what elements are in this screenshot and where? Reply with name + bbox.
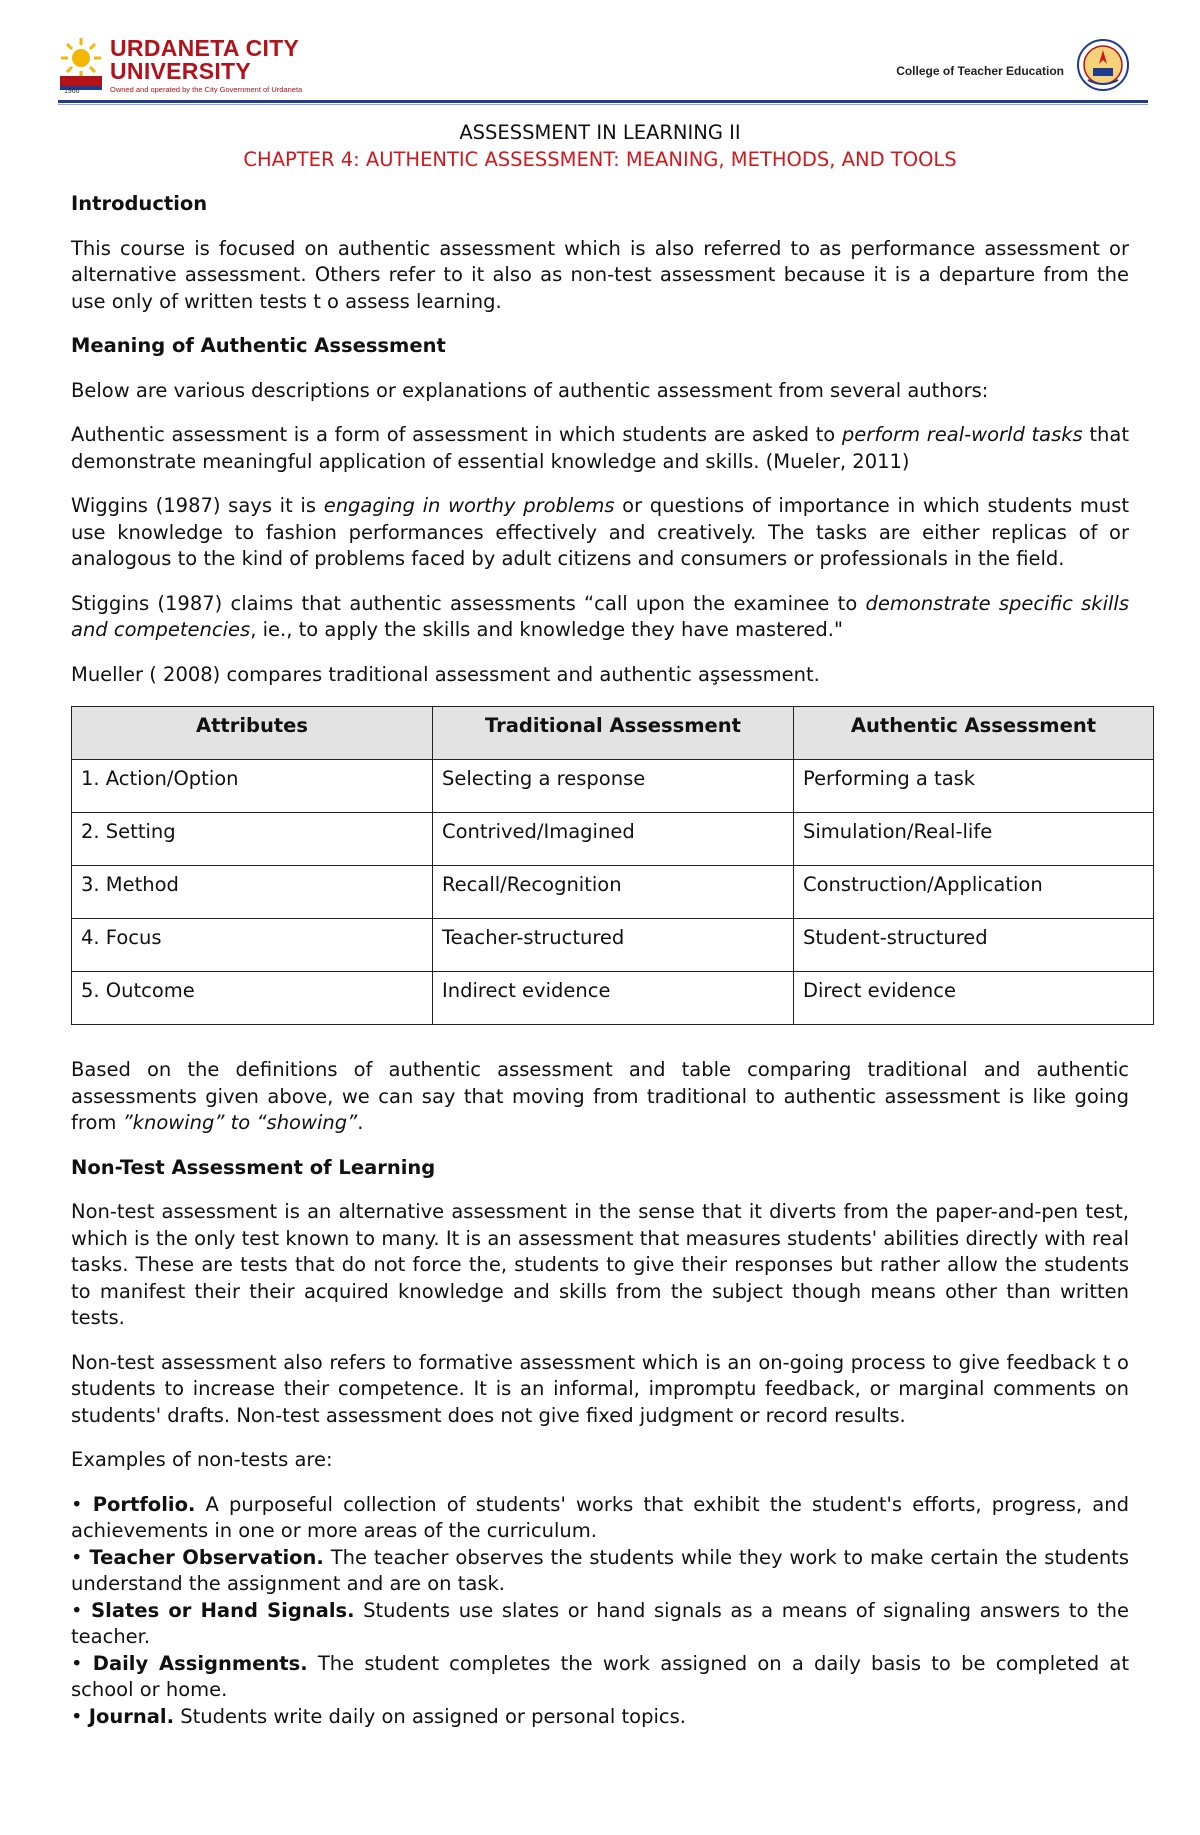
mueller-definition: Authentic assessment is a form of assessment in which students are asked to perform real-world tasks that demonstrate meaningful application of essential knowledge and skills. (Mueler, 2011) [71, 423, 1129, 473]
table-header: Attributes [72, 707, 433, 760]
list-item: • Daily Assignments. The student completes the work assigned on a daily basis to be completed at school or home. [71, 1651, 1130, 1701]
table-row [72, 972, 1154, 1025]
university-logo [52, 28, 352, 98]
table-row [72, 919, 1154, 972]
table-header: Traditional Assessment [433, 707, 794, 760]
college-seal-icon [1076, 38, 1130, 92]
list-item: • Journal. Students write daily on assigned or personal topics. [71, 1704, 686, 1728]
table-cell: Recall/Recognition [433, 866, 794, 919]
table-header-row [72, 707, 1154, 760]
header-rule [58, 100, 1148, 103]
table-cell: 5. Outcome [72, 972, 433, 1025]
table-header: Authentic Assessment [794, 707, 1154, 760]
table-row [72, 866, 1154, 919]
wiggins-definition: Wiggins (1987) says it is engaging in worthy problems or questions of importance in which students must use knowledge to fashion performances effectively and creatively. The tasks are either replicas of or analogous to the kind of problems faced by adult citizens and consumers or professionals in the field. [71, 494, 1129, 570]
chapter-title: CHAPTER 4: AUTHENTIC ASSESSMENT: MEANING, METHODS, AND TOOLS [243, 147, 957, 171]
document-title: ASSESSMENT IN LEARNING II [459, 121, 741, 144]
nontest-paragraph-2: Non-test assessment also refers to formative assessment which is an on-going process to give feedback t o students to increase their competence. It is an informal, impromptu feedback, or marginal comments on students' drafts. Non-test assessment does not give fixed judgment or record results. [71, 1350, 1129, 1427]
meaning-heading: Meaning of Authentic Assessment [71, 334, 446, 357]
table-cell: Selecting a response [433, 760, 794, 813]
list-item: • Slates or Hand Signals. Students use slates or hand signals as a means of signaling answers to the teacher. [71, 1598, 1130, 1648]
table-cell: Performing a task [794, 760, 1154, 813]
university-tagline: Owned and operated by the City Government of Urdaneta [110, 85, 303, 94]
table-cell: Contrived/Imagined [433, 813, 794, 866]
university-name-line1: URDANETA CITY [110, 35, 300, 61]
document-body [71, 120, 1129, 1730]
meaning-lead: Below are various descriptions or explanations of authentic assessment from several authors: [71, 378, 989, 402]
table-cell: Teacher-structured [433, 919, 794, 972]
table-cell: Student-structured [794, 919, 1154, 972]
table-cell: 4. Focus [72, 919, 433, 972]
stiggins-definition: Stiggins (1987) claims that authentic assessments “call upon the examinee to demonstrate specific skills and competencies, ie., to apply the skills and knowledge they have mastered." [71, 591, 1129, 641]
nontest-paragraph-1: Non-test assessment is an alternative assessment in the sense that it diverts from the paper-and-pen test, which is the only test known to many. It is an assessment that measures students' abilities directly with real tasks. These are tests that do not force the, students to give their responses but rather allow the students to manifest their their acquired knowledge and skills from the subject though means other than written tests. [71, 1200, 1129, 1329]
list-item: • Portfolio. A purposeful collection of students' works that exhibit the student's efforts, progress, and achievements in one or more areas of the curriculum. [71, 1492, 1129, 1542]
table-cell: Indirect evidence [433, 972, 794, 1025]
table-row [72, 813, 1154, 866]
table-cell: 1. Action/Option [72, 760, 433, 813]
table-row [72, 760, 1154, 813]
examples-lead: Examples of non-tests are: [71, 1448, 333, 1471]
header-rule-thin [58, 104, 1148, 105]
list-item: • Teacher Observation. The teacher observes the students while they work to make certain the students understand the assignment and are on task. [71, 1545, 1129, 1595]
based-on-paragraph: Based on the definitions of authentic assessment and table comparing traditional and authentic assessments given above, we can say that moving from traditional to authentic assessment is like going from ”knowing” to “showing”. [71, 1058, 1129, 1134]
table-cell: 3. Method [72, 866, 433, 919]
sun-emblem-icon [58, 36, 104, 96]
table-cell: 2. Setting [72, 813, 433, 866]
intro-paragraph: This course is focused on authentic assessment which is also referred to as performance assessment or alternative assessment. Others refer to it also as non-test assessment because it is a departure from the use only of written tests t o assess learning. [71, 236, 1129, 313]
college-name: College of Teacher Education [896, 64, 1064, 78]
comparison-table [71, 706, 1154, 1025]
examples-list [71, 1492, 1129, 1731]
table-cell: Simulation/Real-life [794, 813, 1154, 866]
founded-year: 1966 [64, 88, 80, 95]
intro-heading: Introduction [71, 192, 208, 215]
university-name-line2: UNIVERSITY [110, 58, 252, 84]
comparison-lead: Mueller ( 2008) compares traditional assessment and authentic aşsessment. [71, 662, 820, 686]
page-header [52, 22, 1148, 102]
table-cell: Construction/Application [794, 866, 1154, 919]
table-cell: Direct evidence [794, 972, 1154, 1025]
nontest-heading: Non-Test Assessment of Learning [71, 1155, 436, 1179]
